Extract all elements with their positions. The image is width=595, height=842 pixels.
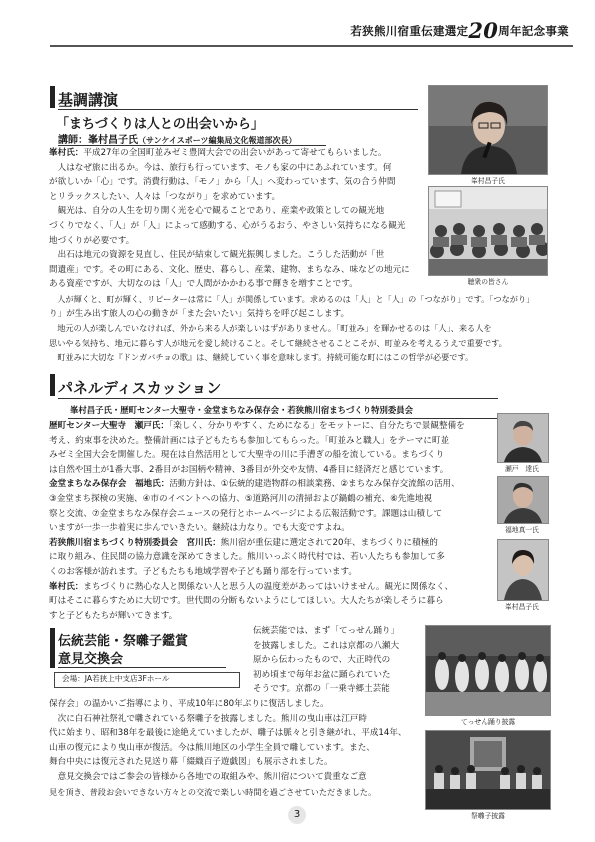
header-title-pre: 若狭熊川宿重伝建選定 — [350, 24, 469, 38]
panel-line: は自然や国土が1番大事、2番目がお国柄や精神、3番目が外交や友情、4番目に経済だと感じています。 — [49, 464, 449, 475]
photo-caption-seto: 瀬戸 達氏 — [505, 465, 539, 473]
speaker-label: 峯村氏： — [49, 148, 84, 158]
exchange-line: 山車の復元により曳山車が復活。今は熊川地区の小学生全員で囃しています。また、 — [49, 742, 375, 753]
exchange-line: 初め頃まで毎年お盆に踊られていた — [253, 669, 391, 680]
photo-audience — [428, 186, 548, 276]
panelists-line: 峯村昌子氏・歴町センター大聖寺・金堂まちなみ保存会・若狭熊川宿まちづくり特別委員会 — [70, 405, 413, 415]
panel-line: 察と交流、⑦金堂まちなみ保存会ニュースの発行とホームページによる広報活動です。課題は山積して — [49, 508, 443, 519]
photo-panelist-seto — [497, 413, 549, 463]
panel-speaker-label: 歴町センター大聖寺 瀬戸氏： — [49, 421, 169, 431]
section-marker — [50, 628, 55, 668]
panel-line: いますが一歩一歩着実に歩んでいきたい。継続は力なり。でも大変ですよね。 — [49, 523, 350, 534]
keynote-line: 出石は地元の資源を見直し、住民が結束して観光振興しました。こうした活動が「世 — [49, 250, 385, 261]
photo-speaker — [428, 85, 548, 175]
photo-caption-speaker: 峯村昌子氏 — [471, 177, 505, 185]
photo-matsuri-bayashi — [425, 730, 551, 810]
photo-panelist-fukuchi — [497, 476, 549, 524]
keynote-line: が欲しいか「心」です。消費行動は、「モノ」から「人」へ変わっています、気の合う仲間 — [49, 177, 396, 188]
exchange-title-underline — [58, 667, 226, 668]
section-marker — [50, 374, 55, 396]
photo-caption-minemura: 峯村昌子氏 — [505, 603, 539, 611]
photo-caption-audience: 聴衆の皆さん — [467, 278, 509, 286]
panel-line-text: 熊川宿が重伝建に選定されて20年、まちづくりに積極的 — [220, 537, 438, 548]
keynote-line: り」が生み出す旅人の心の動きが「また会いたい」気持ちを呼び起こします。 — [49, 308, 350, 319]
photo-tessen-dance — [425, 625, 551, 716]
panel-line: 町はそこに暮らすために大切です。世代間の分断もないようにしてほしい。大人たちが楽しそうに暮ら — [49, 596, 444, 607]
panel-line: に取り組み、住民間の協力意識を深めてきました。熊川いっぷく時代村では、若い人たちも参加して多 — [49, 552, 445, 563]
matsuri-bayashi-image — [426, 731, 550, 809]
photo-caption-tessen: てっせん踊り披露 — [460, 718, 516, 726]
panel-line — [49, 536, 438, 551]
panelist-seto-image — [498, 414, 548, 462]
section-title-keynote: 基調講演 — [58, 91, 119, 109]
panel-line: くのお客様が訪れます。子どもたちも地域学習や子ども踊り部を行っています。 — [49, 567, 358, 577]
photo-panelist-minemura — [497, 539, 549, 601]
photo-caption-fukuchi: 福地真一氏 — [505, 526, 539, 534]
header-title-post: 周年記念事業 — [498, 24, 569, 38]
keynote-line: 観光は、自分の人生を切り開く光を心で観ることであり、産業や政策としての観光地 — [49, 206, 385, 217]
keynote-line: とリラックスしたい、人々は「つながり」を求めています。 — [49, 191, 281, 202]
exchange-line: を披露しました。これは京都の八瀬大 — [253, 640, 400, 651]
exchange-line: 保存会」の温かいご指導により、平成10年に80年ぶりに復活しました。 — [49, 699, 329, 709]
panel-line: 考え、約束事を決めた。整備計画には子どもたちも参加してもらった。「町並みと職人」をテーマに町並 — [49, 435, 450, 446]
tessen-dance-image — [426, 626, 550, 715]
keynote-line: 間遺産」です。その町にある、文化、歴史、暮らし、産業、建物、まちなみ、味などの地元に — [49, 264, 410, 275]
audience-photo-image — [429, 187, 547, 275]
panel-line: みゼミ全国大会を開催した。現在は自然活用として大聖寺の川に手漕ぎの船を流している。まちづくり — [49, 450, 445, 461]
lecturer-line — [58, 131, 296, 146]
panelist-minemura-image — [498, 540, 548, 600]
panel-line — [49, 580, 453, 595]
section-underline — [58, 109, 418, 110]
exchange-line: 代に始まり、昭和38年を最後に途絶えていましたが、囃子は脈々と引き継がれ、平成14年、 — [49, 728, 407, 739]
speaker-photo-image — [429, 86, 547, 174]
section-underline — [58, 398, 498, 399]
keynote-line — [49, 146, 386, 161]
keynote-line: 地元の人が楽しんでいなければ、外から来る人が楽しいはずがありません。「町並み」を輝かせるのは「人」、来る人を — [49, 323, 492, 334]
venue-label: 会場：JA若狭上中支店3Fホール — [62, 674, 170, 683]
page-number: 3 — [288, 806, 306, 824]
header-divider — [50, 45, 573, 47]
panelist-fukuchi-image — [498, 477, 548, 523]
exchange-line: 意見交換会ではご参会の皆様から各地での取組みや、熊川宿について貴重なご意 — [49, 772, 367, 782]
exchange-line: そうです。京都の「一乗寺郷土芸能 — [253, 684, 390, 695]
exchange-line: 見を頂き、普段お会いできない方々との交流で楽しい時間を過ごさせていただきました。 — [49, 786, 377, 797]
panel-line — [49, 477, 460, 492]
section-title-panel: パネルディスカッション — [58, 379, 222, 397]
keynote-line-text: 平成27年の全国町並みゼミ豊岡大会での出会いがあって寄せてもらいました。 — [83, 148, 387, 158]
exchange-line: 伝統芸能では、まず「てっせん踊り」 — [253, 626, 400, 636]
panel-line-text: 活動方針は、①伝統的建造物群の相談業務、②まちなみ保存交流館の活用、 — [169, 479, 460, 490]
keynote-line: づくりでなく、「人」が「人」によって感動する、心がうるおう、やさしい気持ちになる観光 — [49, 221, 406, 231]
panel-line — [49, 419, 465, 434]
lecturer-label: 講師：峯村昌子氏 — [58, 135, 138, 146]
panel-speaker-label: 若狭熊川宿まちづくり特別委員会 宮川氏： — [49, 537, 221, 548]
exchange-title-line2: 意見交換会 — [58, 652, 124, 667]
section-marker — [50, 86, 55, 108]
exchange-line: 原から伝わったもので、大正時代の — [253, 655, 391, 666]
keynote-line: 人が輝くと、町が輝く、リピーターは常に「人」が関係しています。求めるのは「人」と「人」の「つながり」です。「つながり」 — [49, 294, 535, 304]
keynote-line: 町並みに大切な『ドンガバチョの歌』は、継続していく事を意味します。持続可能な町にはこの哲学が必要です。 — [49, 352, 474, 363]
lecture-title: 「まちづくりは人との出会いから」 — [56, 117, 264, 132]
keynote-line: 地づくりが必要です。 — [49, 235, 135, 246]
header-title-number: 20 — [468, 18, 499, 43]
exchange-line: 次に白石神社祭礼で囃されている祭囃子を披露しました。熊川の曳山車は江戸時 — [49, 713, 367, 724]
panel-line-text: まちづくりに熱心な人と関係ない人と思う人の温度差があってはいけません。観光に関係なく、 — [83, 581, 454, 592]
panel-speaker-label: 峯村氏： — [49, 581, 84, 592]
panel-speaker-label: 金堂まちなみ保存会 福地氏： — [49, 479, 170, 490]
panel-line: ③金堂まち探検の実施、④市のイベントへの協力、⑤道路河川の清掃および鍋鶴の補充、⑥先進地視 — [49, 494, 433, 504]
keynote-line: ある資産ですが、大切なのは「人」で人間がかかわる事で輝きを増すことです。 — [49, 279, 358, 290]
panel-line: すと子どもたちが輝いてきます。 — [49, 610, 178, 621]
page-header-title — [350, 18, 569, 43]
photo-caption-bayashi: 祭囃子披露 — [471, 812, 505, 820]
keynote-line: 人はなぜ旅に出るか。今は、旅行も行っています、モノも家の中にあふれています。何 — [49, 162, 392, 173]
exchange-line: 舞台中央には復元された見送り幕「綴織百子遊戯図」も展示されました。 — [49, 757, 333, 768]
panel-line-text: 「楽しく、分かりやすく、ためになる」をモットーに、自分たちで景観整備を — [168, 421, 465, 431]
exchange-title-line1: 伝統芸能・祭囃子鑑賞 — [58, 634, 189, 649]
keynote-line: 思いやる気持ち、地元に暮らす人が地元を愛し続けること。そして継続させることこそが、町並みを考えるうえで重要です。 — [49, 337, 507, 348]
lecturer-affiliation: （サンケイスポーツ編集局文化報道部次長） — [138, 136, 297, 145]
